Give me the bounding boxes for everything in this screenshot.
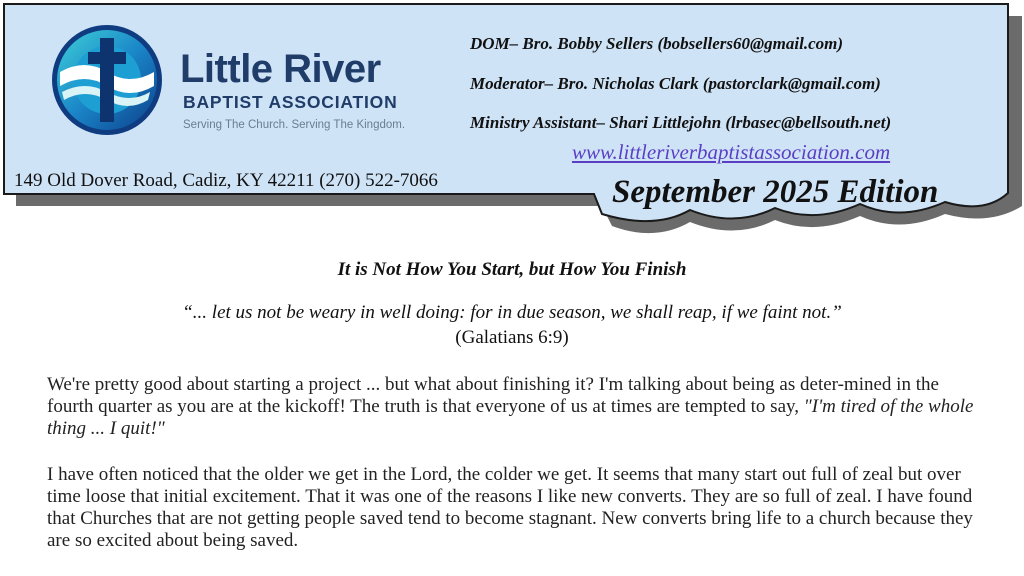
- contact-ministry-assistant: Ministry Assistant– Shari Littlejohn (lrbasec@bellsouth.net): [470, 113, 892, 132]
- article-title: It is Not How You Start, but How You Finish: [337, 259, 687, 280]
- article-paragraph-1: [47, 374, 977, 440]
- scripture-reference: (Galatians 6:9): [455, 327, 569, 348]
- org-subtitle: BAPTIST ASSOCIATION: [183, 92, 398, 112]
- mailing-address: 149 Old Dover Road, Cadiz, KY 42211 (270) 522-7066: [14, 170, 438, 191]
- org-tagline: Serving The Church. Serving The Kingdom.: [183, 119, 406, 131]
- paragraph-1-quote: "I'm tired of the whole thing ... I quit!": [47, 396, 974, 439]
- contact-dom: DOM– Bro. Bobby Sellers (bobsellers60@gmail.com): [470, 34, 844, 53]
- article-paragraph-2: I have often noticed that the older we get in the Lord, the colder we get. It seems that many start out full of zeal but over time loose that initial excitement. That it was one of the reasons I like new converts. They are so full of zeal. I have found that Churches that are not getting people saved tend to become stagnant. New converts bring life to a church because they are so excited about being saved.: [47, 464, 973, 551]
- edition-title: September 2025 Edition: [612, 174, 939, 210]
- scripture-quote: “... let us not be weary in well doing: for in due season, we shall reap, if we faint not.”: [182, 302, 842, 323]
- org-name: Little River: [180, 47, 381, 91]
- logo-emblem-icon: [52, 25, 162, 135]
- website-link[interactable]: www.littleriverbaptistassociation.com: [572, 140, 891, 164]
- paragraph-1-text: We're pretty good about starting a project ... but what about finishing it? I'm talking about being as deter-mined in the fourth quarter as you are at the kickoff! The truth is that everyone of us at times are tempted to say,: [47, 374, 939, 417]
- contact-moderator: Moderator– Bro. Nicholas Clark (pastorclark@gmail.com): [470, 74, 881, 93]
